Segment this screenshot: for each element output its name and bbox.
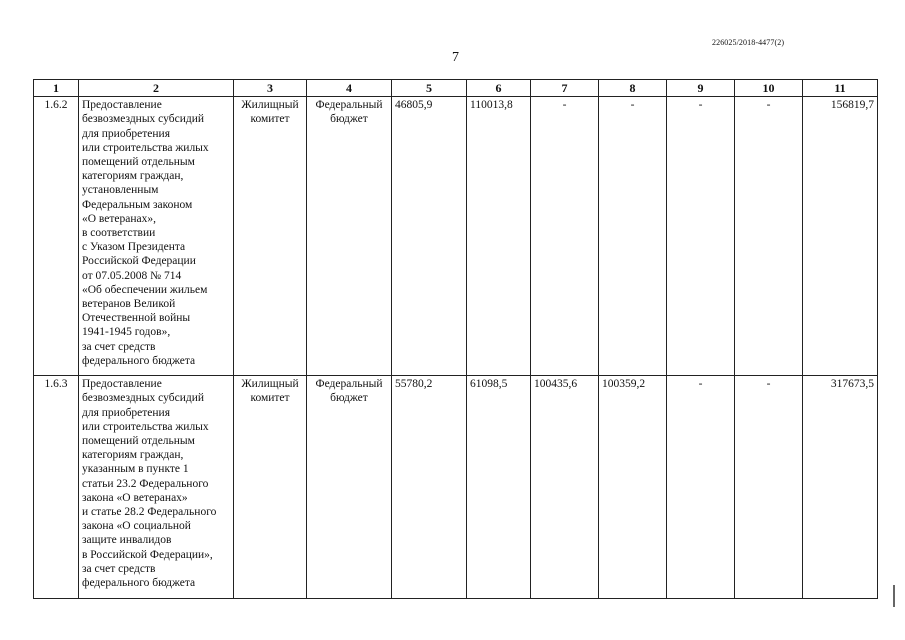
executor-line: комитет — [250, 113, 290, 126]
header-col-10: 10 — [735, 80, 803, 97]
value-col-8: 100359,2 — [599, 376, 667, 599]
name-line: от 07.05.2008 № 714 — [82, 269, 182, 282]
executor-line: Жилищный — [241, 99, 299, 112]
name-line: ветеранов Великой — [82, 298, 176, 311]
name-line: Предоставление — [82, 99, 162, 112]
value-col-6: 61098,5 — [467, 376, 531, 599]
value-col-9: - — [667, 97, 735, 376]
program-table — [33, 79, 878, 599]
name-line: за счет средств — [82, 340, 156, 353]
name-line: за счет средств — [82, 562, 156, 575]
header-col-4: 4 — [307, 80, 392, 97]
name-line: безвозмездных субсидий — [82, 113, 205, 126]
name-line: федерального бюджета — [82, 354, 196, 367]
name-line: в соответствии — [82, 227, 156, 240]
executor — [234, 376, 307, 599]
header-col-1: 1 — [34, 80, 79, 97]
funding-source — [307, 97, 392, 376]
name-line: помещений отдельным — [82, 435, 195, 448]
name-line: «Об обеспечении жильем — [82, 283, 208, 296]
name-line: в Российской Федерации», — [82, 548, 213, 561]
executor-line: комитет — [250, 392, 290, 405]
value-col-10: - — [735, 97, 803, 376]
name-line: 1941-1945 годов», — [82, 326, 171, 339]
name-line: установленным — [82, 184, 159, 197]
name-line: с Указом Президента — [82, 241, 186, 254]
name-line: указанным в пункте 1 — [82, 463, 189, 476]
source-line: бюджет — [330, 392, 368, 405]
name-line: Отечественной войны — [82, 312, 191, 325]
source-line: бюджет — [330, 113, 368, 126]
header-col-6: 6 — [467, 80, 531, 97]
value-col-11: 156819,7 — [803, 97, 878, 376]
table-row — [34, 376, 878, 599]
name-line: Предоставление — [82, 378, 162, 391]
name-line: категориям граждан, — [82, 170, 184, 183]
name-line: закона «О социальной — [82, 520, 191, 533]
name-line: помещений отдельным — [82, 156, 195, 169]
name-line: и статье 28.2 Федерального — [82, 506, 217, 519]
executor-line: Жилищный — [241, 378, 299, 391]
name-line: статьи 23.2 Федерального — [82, 477, 209, 490]
name-line: Федеральным законом — [82, 198, 193, 211]
name-line: или строительства жилых — [82, 141, 209, 154]
name-line: для приобретения — [82, 406, 170, 419]
name-line: для приобретения — [82, 127, 170, 140]
header-col-11: 11 — [803, 80, 878, 97]
name-line: закона «О ветеранах» — [82, 491, 188, 504]
header-col-5: 5 — [392, 80, 467, 97]
name-line: или строительства жилых — [82, 420, 209, 433]
header-col-9: 9 — [667, 80, 735, 97]
name-line: федерального бюджета — [82, 577, 196, 590]
executor — [234, 97, 307, 376]
measure-name — [79, 97, 234, 376]
header-col-8: 8 — [599, 80, 667, 97]
value-col-8: - — [599, 97, 667, 376]
value-col-11: 317673,5 — [803, 376, 878, 599]
value-col-10: - — [735, 376, 803, 599]
header-row — [34, 80, 878, 97]
value-col-7: 100435,6 — [531, 376, 599, 599]
document-id: 226025/2018-4477(2) — [712, 38, 785, 47]
name-line: защите инвалидов — [82, 534, 172, 547]
header-col-3: 3 — [234, 80, 307, 97]
name-line: «О ветеранах», — [82, 212, 157, 225]
value-col-5: 55780,2 — [392, 376, 467, 599]
header-col-2: 2 — [79, 80, 234, 97]
row-number: 1.6.3 — [34, 376, 79, 599]
name-line: Российской Федерации — [82, 255, 196, 268]
source-line: Федеральный — [315, 378, 383, 391]
value-col-7: - — [531, 97, 599, 376]
funding-source — [307, 376, 392, 599]
name-line: безвозмездных субсидий — [82, 392, 205, 405]
row-number: 1.6.2 — [34, 97, 79, 376]
measure-name — [79, 376, 234, 599]
header-col-7: 7 — [531, 80, 599, 97]
value-col-9: - — [667, 376, 735, 599]
value-col-6: 110013,8 — [467, 97, 531, 376]
scan-edge-mark — [893, 585, 895, 607]
table-row — [34, 97, 878, 376]
source-line: Федеральный — [315, 99, 383, 112]
page-number: 7 — [452, 50, 459, 65]
name-line: категориям граждан, — [82, 449, 184, 462]
value-col-5: 46805,9 — [392, 97, 467, 376]
